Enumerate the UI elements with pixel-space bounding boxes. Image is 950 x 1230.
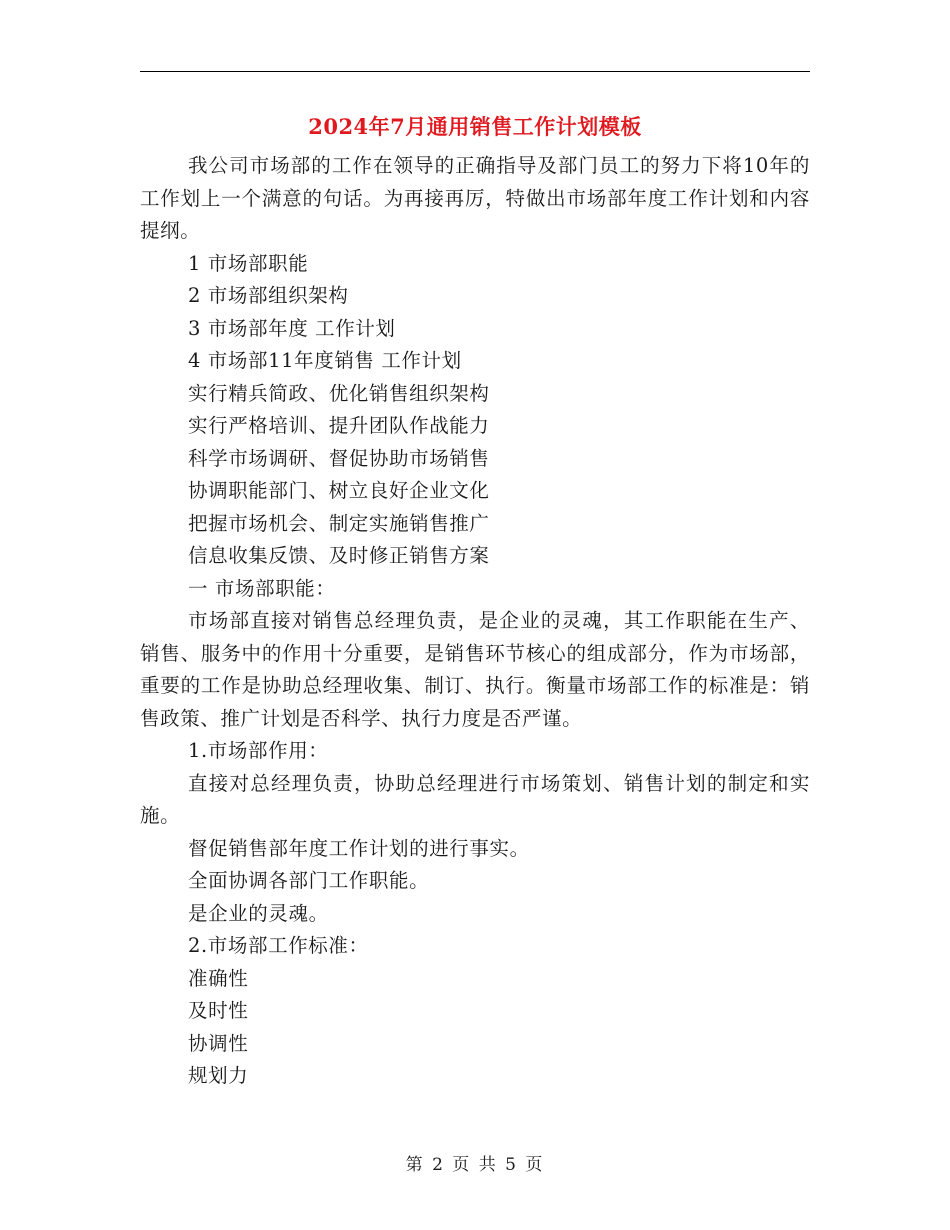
list-item: 准确性 [188,966,249,990]
body-paragraph: 我公司市场部的工作在领导的正确指导及部门员工的努力下将10年的工作划上一个满意的句话。为再接再厉，特做出市场部年度工作计划和内容提纲。 [140,154,810,242]
header-rule [140,71,810,72]
body-paragraph: 市场部直接对销售总经理负责，是企业的灵魂，其工作职能在生产、销售、服务中的作用十分重要，是销售环节核心的组成部分，作为市场部，重要的工作是协助总经理收集、制订、执行。衡量市场部工作的标准是：销售政策、推广计划是否科学、执行力度是否严谨。 [140,609,810,730]
body-paragraph: 直接对总经理负责，协助总经理进行市场策划、销售计划的制定和实施。 [140,771,810,827]
list-item: 及时性 [188,999,249,1022]
document-body [140,150,810,1093]
list-item: 是企业的灵魂。 [188,901,329,925]
document-title: 2024年7月通用销售工作计划模板 [308,114,642,139]
list-item: 全面协调各部门工作职能。 [188,869,430,892]
list-item: 4 市场部11年度销售 工作计划 [188,349,462,372]
list-item: 1.市场部作用： [188,739,329,762]
list-item: 1 市场部职能 [188,251,309,275]
list-item: 一 市场部职能： [188,576,336,600]
list-item: 2 市场部组织架构 [188,284,349,307]
list-item: 实行精兵简政、优化销售组织架构 [188,381,490,405]
list-item: 3 市场部年度 工作计划 [188,316,396,340]
list-item: 信息收集反馈、及时修正销售方案 [188,544,490,567]
list-item: 实行严格培训、提升团队作战能力 [188,414,490,437]
page-number: 第 2 页 共 5 页 [405,1155,545,1175]
list-item: 科学市场调研、督促协助市场销售 [188,446,490,470]
list-item: 把握市场机会、制定实施销售推广 [188,511,490,535]
list-item: 协调性 [188,1031,249,1055]
list-item: 协调职能部门、树立良好企业文化 [188,479,490,502]
list-item: 2.市场部工作标准： [188,934,369,957]
list-item: 规划力 [188,1064,249,1087]
list-item: 督促销售部年度工作计划的进行事实。 [188,836,530,860]
